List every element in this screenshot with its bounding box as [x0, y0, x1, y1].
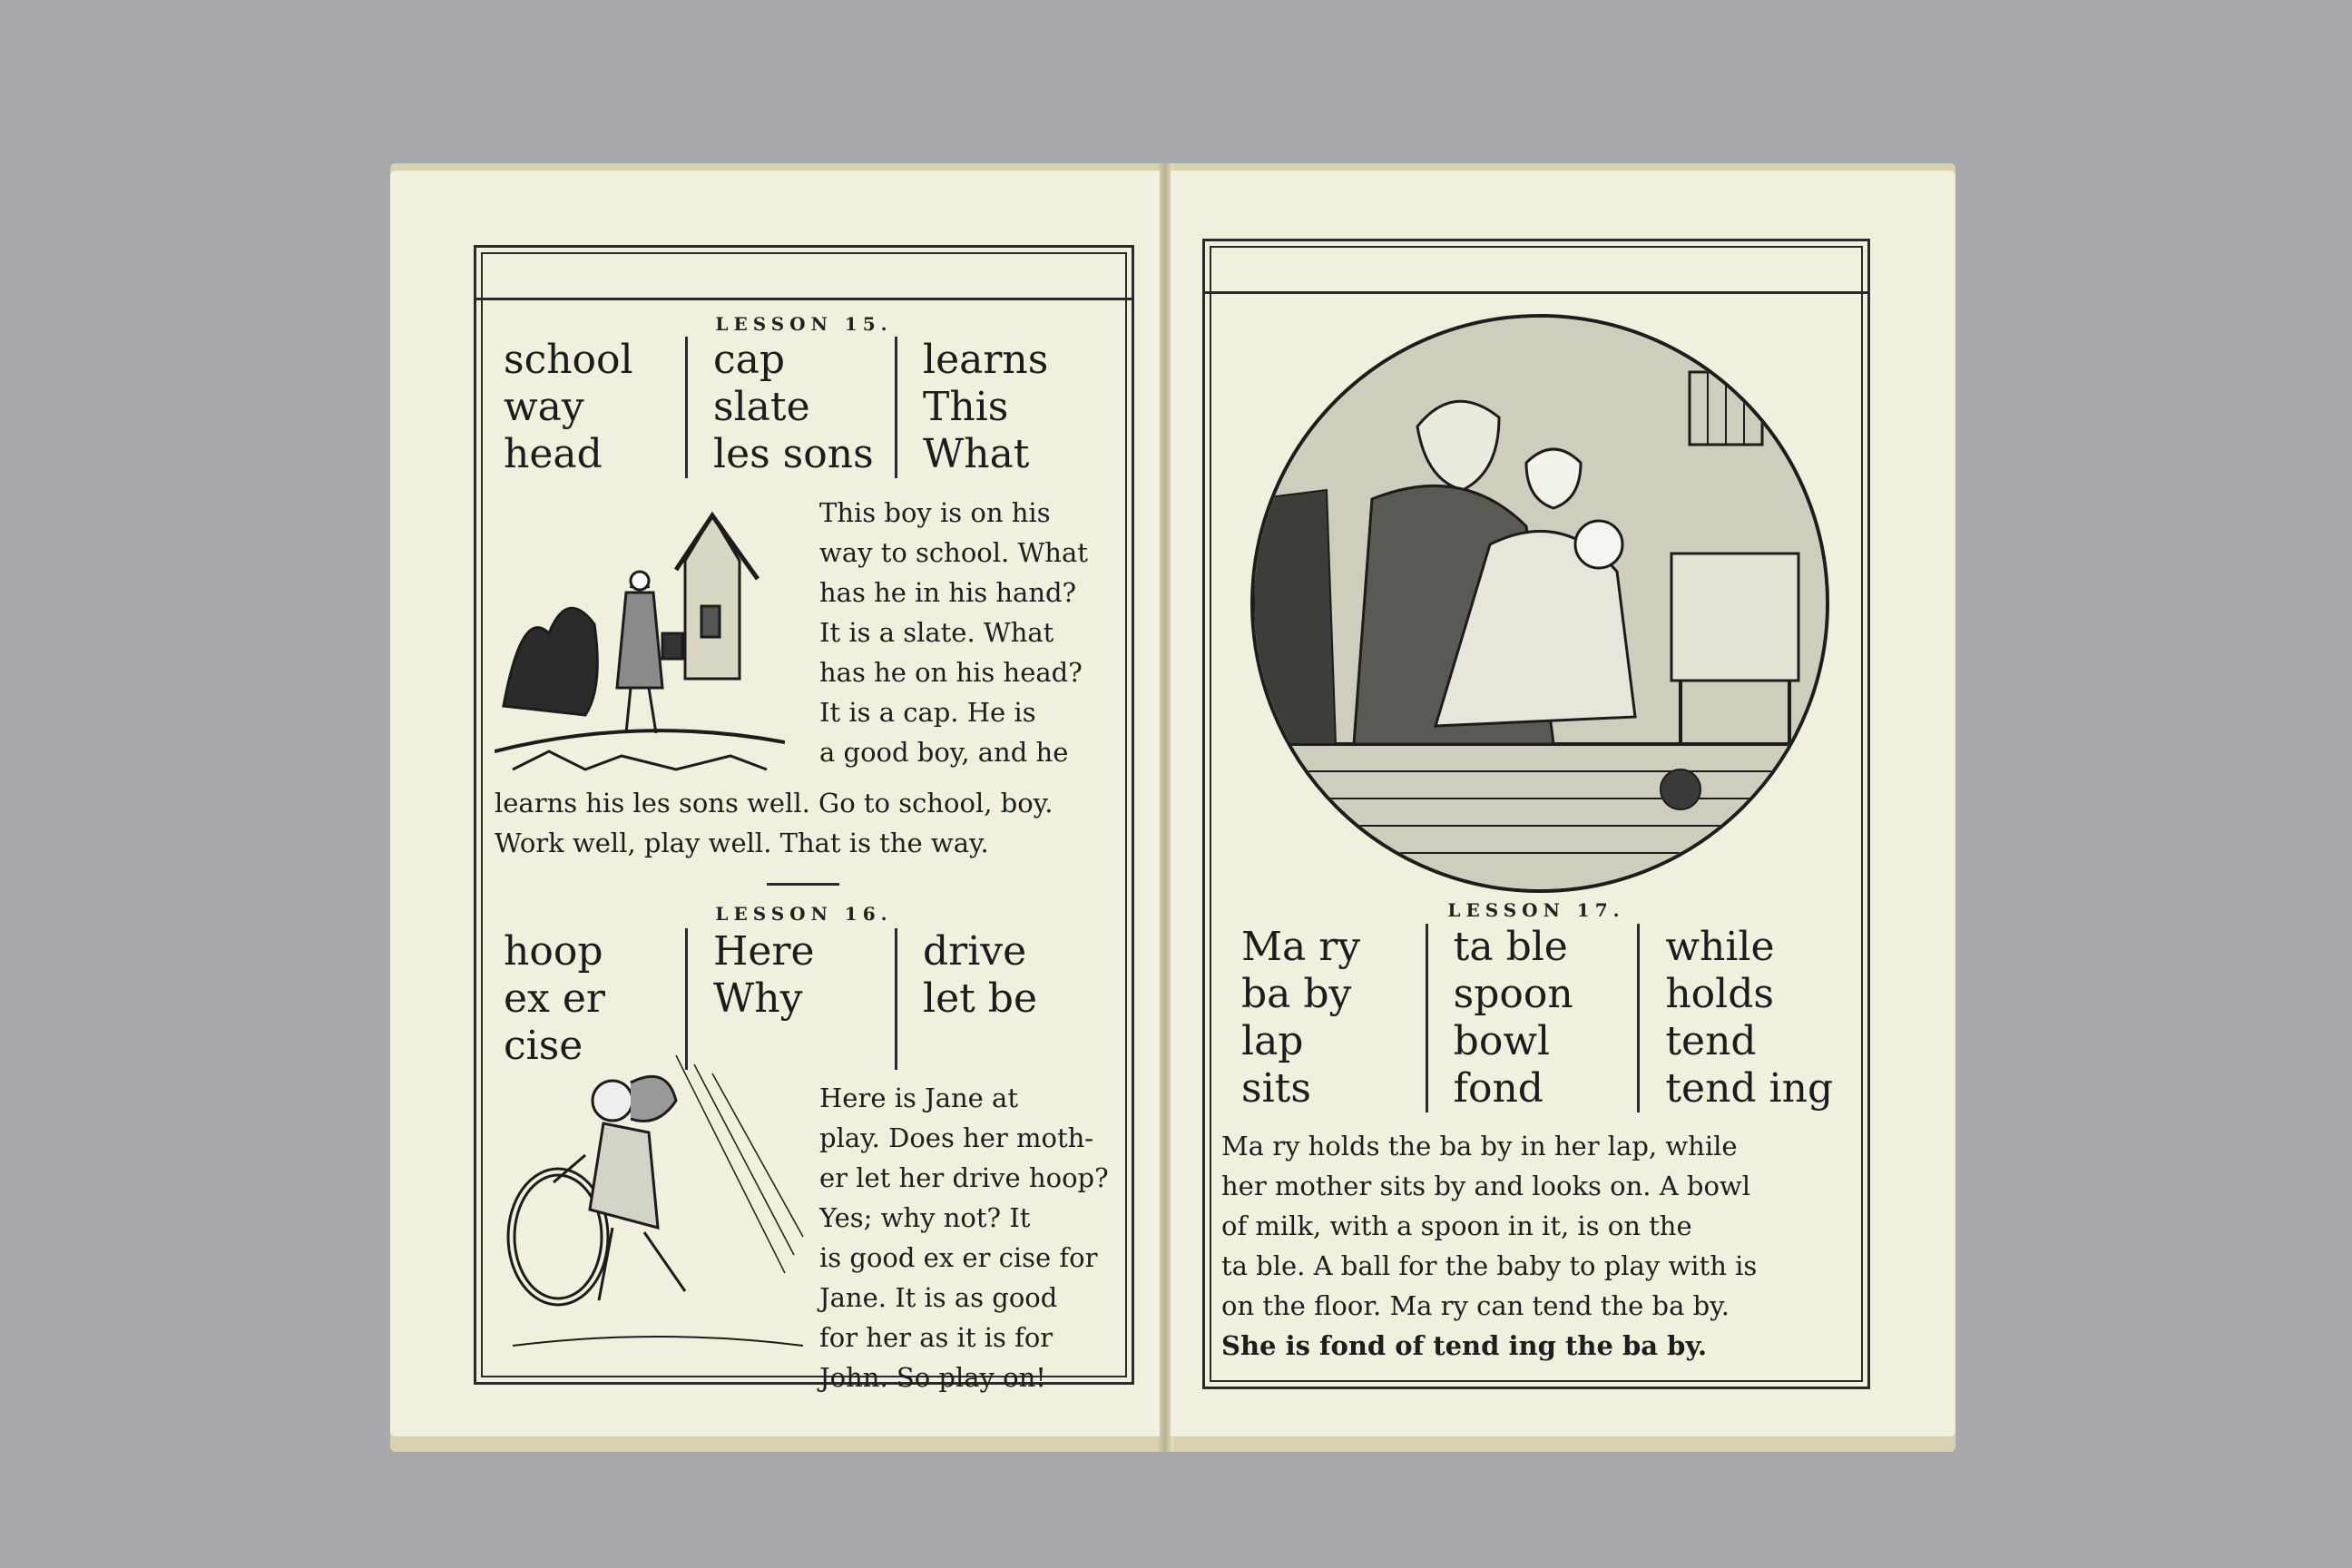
vocab-word: ba by	[1241, 971, 1352, 1017]
lesson-16-heading: LESSON 16.	[715, 903, 893, 925]
text-line: play. Does her moth-	[819, 1122, 1094, 1153]
vocab-word: Here	[713, 928, 815, 975]
girl-with-hoop-illustration	[495, 1046, 821, 1364]
text-line: She is fond of tend ing the ba by.	[1221, 1330, 1708, 1361]
left-page	[390, 171, 1160, 1436]
text-line: Ma ry holds the ba by in her lap, while	[1221, 1131, 1738, 1161]
mother-and-children-illustration	[1254, 318, 1826, 889]
left-page-frame	[474, 245, 1134, 1393]
text-line: on the floor. Ma ry can tend the ba by.	[1221, 1290, 1730, 1321]
text-line: This boy is on his	[819, 497, 1051, 528]
vocab-column	[895, 337, 1104, 478]
lesson-17-text	[1221, 1126, 1857, 1366]
vocab-word: head	[504, 431, 603, 477]
vocab-word: while	[1665, 924, 1775, 970]
lesson-17-heading: LESSON 17.	[1447, 899, 1625, 921]
right-page	[1171, 171, 1955, 1436]
text-line: It is a slate. What	[819, 617, 1054, 648]
lesson-15-heading: LESSON 15.	[715, 313, 893, 335]
text-line: Yes; why not? It	[819, 1202, 1031, 1233]
vocab-word: learns	[923, 337, 1049, 383]
vocab-column	[895, 928, 1104, 1070]
text-line: way to school. What	[819, 537, 1088, 568]
text-line: Here is Jane at	[819, 1083, 1018, 1113]
vocab-word: What	[923, 431, 1030, 477]
vocab-word: This	[923, 384, 1009, 430]
vocab-word: fond	[1453, 1065, 1544, 1112]
vocab-column	[504, 337, 685, 478]
text-line: of milk, with a spoon in it, is on the	[1221, 1210, 1692, 1241]
text-line: has he in his hand?	[819, 577, 1077, 608]
left-top-band	[476, 248, 1132, 300]
vocab-word: tend	[1665, 1018, 1757, 1064]
section-divider	[767, 883, 839, 886]
text-line: for her as it is for	[819, 1322, 1054, 1353]
text-line: John. So play on!	[819, 1362, 1046, 1393]
vocab-word: drive	[923, 928, 1027, 975]
vocab-column	[685, 337, 895, 478]
vocab-column	[1241, 924, 1426, 1112]
vocab-word: Ma ry	[1241, 924, 1361, 970]
vocab-word: sits	[1241, 1065, 1311, 1112]
text-line: has he on his head?	[819, 657, 1083, 688]
lesson-15-side-text	[819, 493, 1110, 772]
vocab-word: cap	[713, 337, 786, 383]
vocab-word: bowl	[1453, 1018, 1551, 1064]
vocab-word: slate	[713, 384, 810, 430]
vocab-word: holds	[1665, 971, 1774, 1017]
text-line: learns his les sons well. Go to school, boy.	[495, 788, 1054, 818]
vocab-word: ta ble	[1453, 924, 1568, 970]
vocab-word: ex er cise	[504, 975, 605, 1069]
vocab-word: tend ing	[1665, 1065, 1834, 1112]
text-line: Work well, play well. That is the way.	[495, 828, 989, 858]
text-line: Jane. It is as good	[819, 1282, 1058, 1313]
vocab-word: lap	[1241, 1018, 1304, 1064]
text-line: It is a cap. He is	[819, 697, 1036, 728]
text-line: er let her drive hoop?	[819, 1162, 1109, 1193]
text-line: her mother sits by and looks on. A bowl	[1221, 1171, 1751, 1201]
text-line: a good boy, and he	[819, 737, 1069, 768]
lesson-15-full-text	[495, 783, 1112, 863]
lesson-17-vocab	[1241, 924, 1849, 1112]
right-page-frame	[1202, 239, 1870, 1389]
vocab-word: spoon	[1453, 971, 1573, 1017]
boy-going-to-school-illustration	[495, 497, 785, 779]
vocab-word: les sons	[713, 431, 874, 477]
text-line: is good ex er cise for	[819, 1242, 1098, 1273]
vocab-word: let be	[923, 975, 1037, 1022]
lesson-15-vocab	[504, 337, 1104, 478]
mother-and-children-medallion	[1250, 314, 1829, 893]
vocab-column	[1426, 924, 1638, 1112]
lesson-16-side-text	[819, 1078, 1110, 1397]
vocab-word: school	[504, 337, 633, 383]
vocab-word: Why	[713, 975, 803, 1022]
vocab-word: hoop	[504, 928, 603, 975]
open-book	[390, 163, 1955, 1452]
vocab-column	[1637, 924, 1849, 1112]
right-top-band	[1205, 241, 1867, 294]
text-line: ta ble. A ball for the baby to play with is	[1221, 1250, 1758, 1281]
vocab-word: way	[504, 384, 584, 430]
